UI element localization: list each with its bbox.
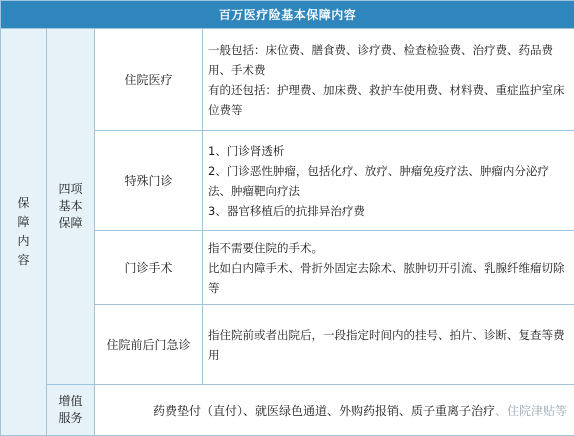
item-name-special-outpatient: 特殊门诊 bbox=[95, 131, 203, 231]
desc-line: 3、器官移植后的抗排异治疗费 bbox=[208, 201, 570, 221]
item-desc-pre-post-hospital bbox=[203, 305, 574, 385]
item-name-outpatient-surgery: 门诊手术 bbox=[95, 231, 203, 305]
desc-line: 指住院前或者出院后，一段指定时间内的挂号、拍片、诊断、复查等费用 bbox=[208, 325, 570, 365]
desc-line: 1、门诊肾透析 bbox=[208, 141, 570, 161]
desc-line: 一般包括：床位费、膳食费、诊疗费、检查检验费、治疗费、药品费用、手术费 bbox=[208, 40, 570, 80]
item-name-inpatient: 住院医疗 bbox=[95, 29, 203, 131]
basic-label-line: 基本 bbox=[47, 198, 94, 215]
section-label-char: 障 bbox=[1, 213, 46, 232]
value-added-text: 药费垫付（直付）、就医绿色通道、外购药报销、质子重离子治疗 bbox=[153, 404, 495, 418]
section-label-char: 容 bbox=[1, 251, 46, 270]
value-added-label-line: 服务 bbox=[47, 410, 94, 427]
table-title: 百万医疗险基本保障内容 bbox=[1, 1, 574, 29]
desc-line: 比如白内障手术、骨折外固定去除术、脓肿切开引流、乳腺纤维瘤切除等 bbox=[208, 258, 570, 298]
item-name-pre-post-hospital: 住院前后门急诊 bbox=[95, 305, 203, 385]
basic-label-line: 保障 bbox=[47, 215, 94, 232]
section-label-char: 内 bbox=[1, 232, 46, 251]
desc-line: 指不需要住院的手术。 bbox=[208, 238, 570, 258]
desc-line: 2、门诊恶性肿瘤，包括化疗、放疗、肿瘤免疫疗法、肿瘤内分泌疗法、肿瘤靶向疗法 bbox=[208, 161, 570, 201]
item-desc-inpatient bbox=[203, 29, 574, 131]
value-added-desc bbox=[95, 385, 574, 436]
item-desc-outpatient-surgery bbox=[203, 231, 574, 305]
item-desc-special-outpatient bbox=[203, 131, 574, 231]
basic-label-line: 四项 bbox=[47, 181, 94, 198]
value-added-label-line: 增值 bbox=[47, 393, 94, 410]
section-label-char: 保 bbox=[1, 194, 46, 213]
section-label-coverage bbox=[1, 29, 47, 436]
desc-line: 有的还包括：护理费、加床费、救护车使用费、材料费、重症监护室床位费等 bbox=[208, 80, 570, 120]
value-added-watermark-text: 、住院津贴等 bbox=[495, 404, 567, 418]
basic-coverage-label bbox=[47, 29, 95, 385]
value-added-label bbox=[47, 385, 95, 436]
